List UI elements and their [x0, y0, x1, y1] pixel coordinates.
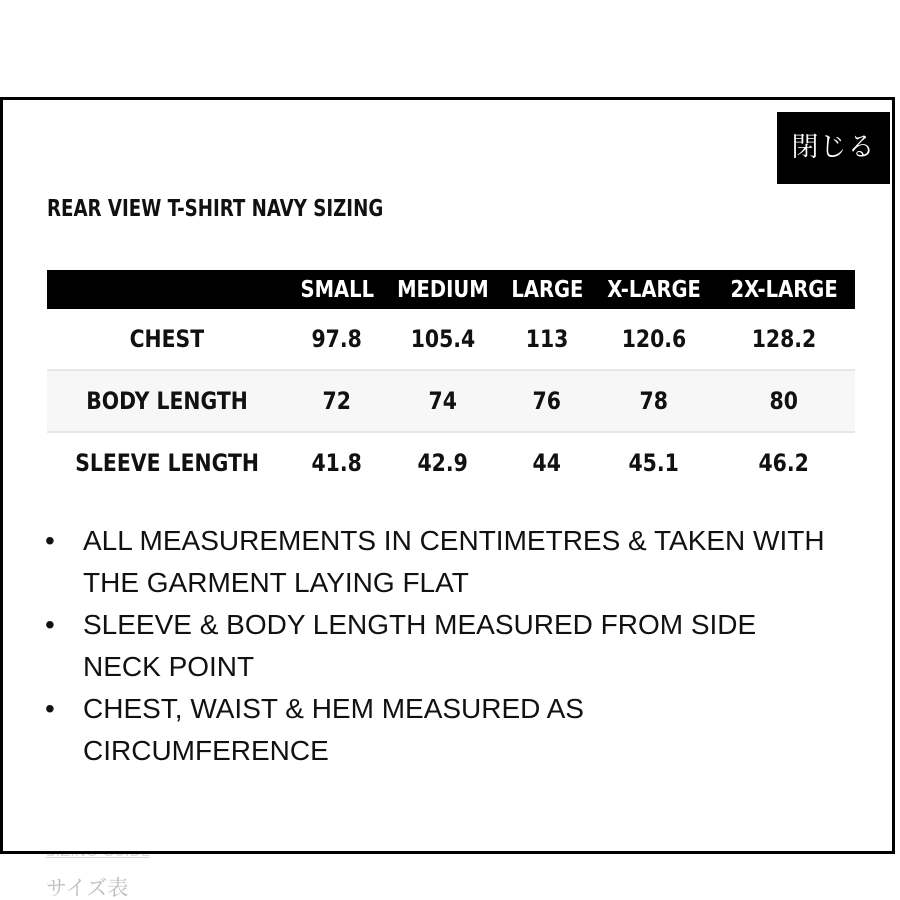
size-table [47, 270, 855, 493]
modal-title: REAR VIEW T-SHIRT NAVY SIZING [47, 196, 384, 222]
table-cell: 74 [387, 370, 499, 432]
note-text: SLEEVE & BODY LENGTH MEASURED FROM SIDE NECK POINT [83, 609, 757, 682]
bullet-icon: • [45, 609, 55, 640]
table-cell: 113 [499, 309, 595, 370]
table-header-x-large: X-LARGE [595, 270, 713, 309]
row-label-body-length: BODY LENGTH [47, 370, 287, 432]
bullet-icon: • [45, 525, 55, 556]
table-cell: 41.8 [311, 449, 363, 477]
table-row [47, 370, 855, 432]
table-cell: 97.8 [287, 309, 387, 370]
measurement-notes [45, 520, 825, 772]
close-button[interactable]: 閉じる [777, 112, 890, 184]
table-cell: 42.9 [417, 449, 469, 477]
table-cell: 78 [595, 370, 713, 432]
list-item [45, 604, 825, 688]
list-item [45, 520, 825, 604]
row-label-chest: CHEST [47, 309, 287, 370]
size-chart-label: サイズ表 [46, 876, 129, 900]
sizing-modal [0, 97, 895, 854]
table-row [47, 432, 855, 493]
table-header-2x-large: 2X-LARGE [713, 270, 855, 309]
table-cell: 72 [287, 370, 387, 432]
table-header-large: LARGE [499, 270, 595, 309]
row-label-sleeve-length: SLEEVE LENGTH [75, 449, 259, 477]
table-cell: 46.2 [758, 449, 810, 477]
table-cell: 45.1 [628, 449, 680, 477]
table-cell: 76 [499, 370, 595, 432]
table-cell: 44 [532, 449, 562, 477]
table-header-small: SMALL [287, 270, 387, 309]
background-content [46, 846, 150, 900]
note-text: ALL MEASUREMENTS IN CENTIMETRES & TAKEN WITH THE GARMENT LAYING FLAT [83, 525, 825, 598]
table-row [47, 309, 855, 370]
table-cell: 120.6 [595, 309, 713, 370]
list-item [45, 688, 825, 772]
table-cell: 128.2 [713, 309, 855, 370]
note-text: CHEST, WAIST & HEM MEASURED AS CIRCUMFERENCE [83, 693, 584, 766]
table-cell: 105.4 [387, 309, 499, 370]
bullet-icon: • [45, 693, 55, 724]
table-cell: 80 [713, 370, 855, 432]
table-header-row [47, 270, 855, 309]
table-header-medium: MEDIUM [387, 270, 499, 309]
table-header-blank [47, 270, 287, 309]
